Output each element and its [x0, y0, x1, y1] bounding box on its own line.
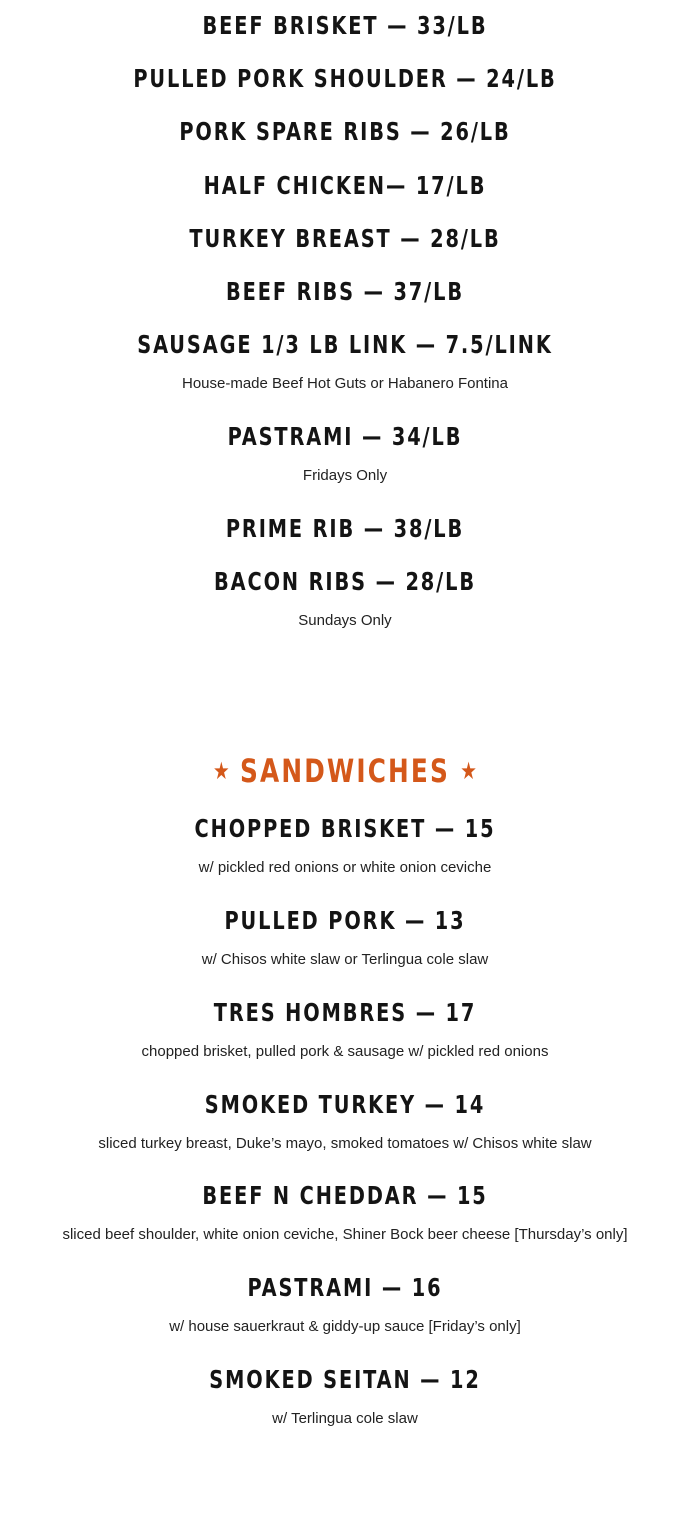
menu-item-description: w/ Chisos white slaw or Terlingua cole slaw: [201, 951, 489, 968]
menu-item-title: TRES HOMBRES — 17: [213, 998, 477, 1027]
menu-item-description: w/ pickled red onions or white onion ceviche: [198, 859, 492, 876]
menu-item-title: HALF CHICKEN— 17/LB: [203, 171, 487, 200]
menu-item-description: Fridays Only: [302, 467, 388, 484]
menu-item-title: CHOPPED BRISKET — 15: [194, 814, 496, 843]
menu-item-title: SMOKED TURKEY — 14: [204, 1090, 486, 1119]
section-title-text: SANDWICHES: [240, 752, 450, 790]
star-icon: ★: [460, 757, 477, 785]
menu-item-title: PULLED PORK — 13: [224, 906, 466, 935]
menu-item-title: PULLED PORK SHOULDER — 24/LB: [133, 64, 557, 93]
menu-item-title: BEEF BRISKET — 33/LB: [202, 11, 488, 40]
menu-item-description: chopped brisket, pulled pork & sausage w/ pickled red onions: [141, 1043, 549, 1060]
menu-item-description: sliced beef shoulder, white onion ceviche, Shiner Bock beer cheese [Thursday’s only]: [62, 1226, 628, 1243]
menu-item-title: PASTRAMI — 34/LB: [227, 422, 463, 451]
menu-item-title: TURKEY BREAST — 28/LB: [189, 224, 501, 253]
menu-item-description: Sundays Only: [298, 612, 392, 629]
menu-item-title: SAUSAGE 1/3 LB LINK — 7.5/LINK: [137, 330, 553, 359]
menu-item-title: PRIME RIB — 38/LB: [225, 514, 465, 543]
menu-item-title: BEEF N CHEDDAR — 15: [202, 1181, 488, 1210]
menu-item-description: w/ house sauerkraut & giddy-up sauce [Friday’s only]: [169, 1318, 521, 1335]
menu-item-description: sliced turkey breast, Duke’s mayo, smoked tomatoes w/ Chisos white slaw: [98, 1135, 592, 1152]
menu-item-title: BACON RIBS — 28/LB: [214, 567, 476, 596]
star-icon: ★: [213, 757, 230, 785]
menu-item-title: PASTRAMI — 16: [247, 1273, 443, 1302]
menu-item-description: House-made Beef Hot Guts or Habanero Fontina: [181, 375, 508, 392]
menu-item-title: SMOKED SEITAN — 12: [209, 1365, 481, 1394]
menu-item-title: PORK SPARE RIBS — 26/LB: [179, 117, 511, 146]
section-title-sandwiches: [48, 752, 641, 790]
menu-item-description: w/ Terlingua cole slaw: [272, 1410, 418, 1427]
menu-item-title: BEEF RIBS — 37/LB: [226, 277, 464, 306]
